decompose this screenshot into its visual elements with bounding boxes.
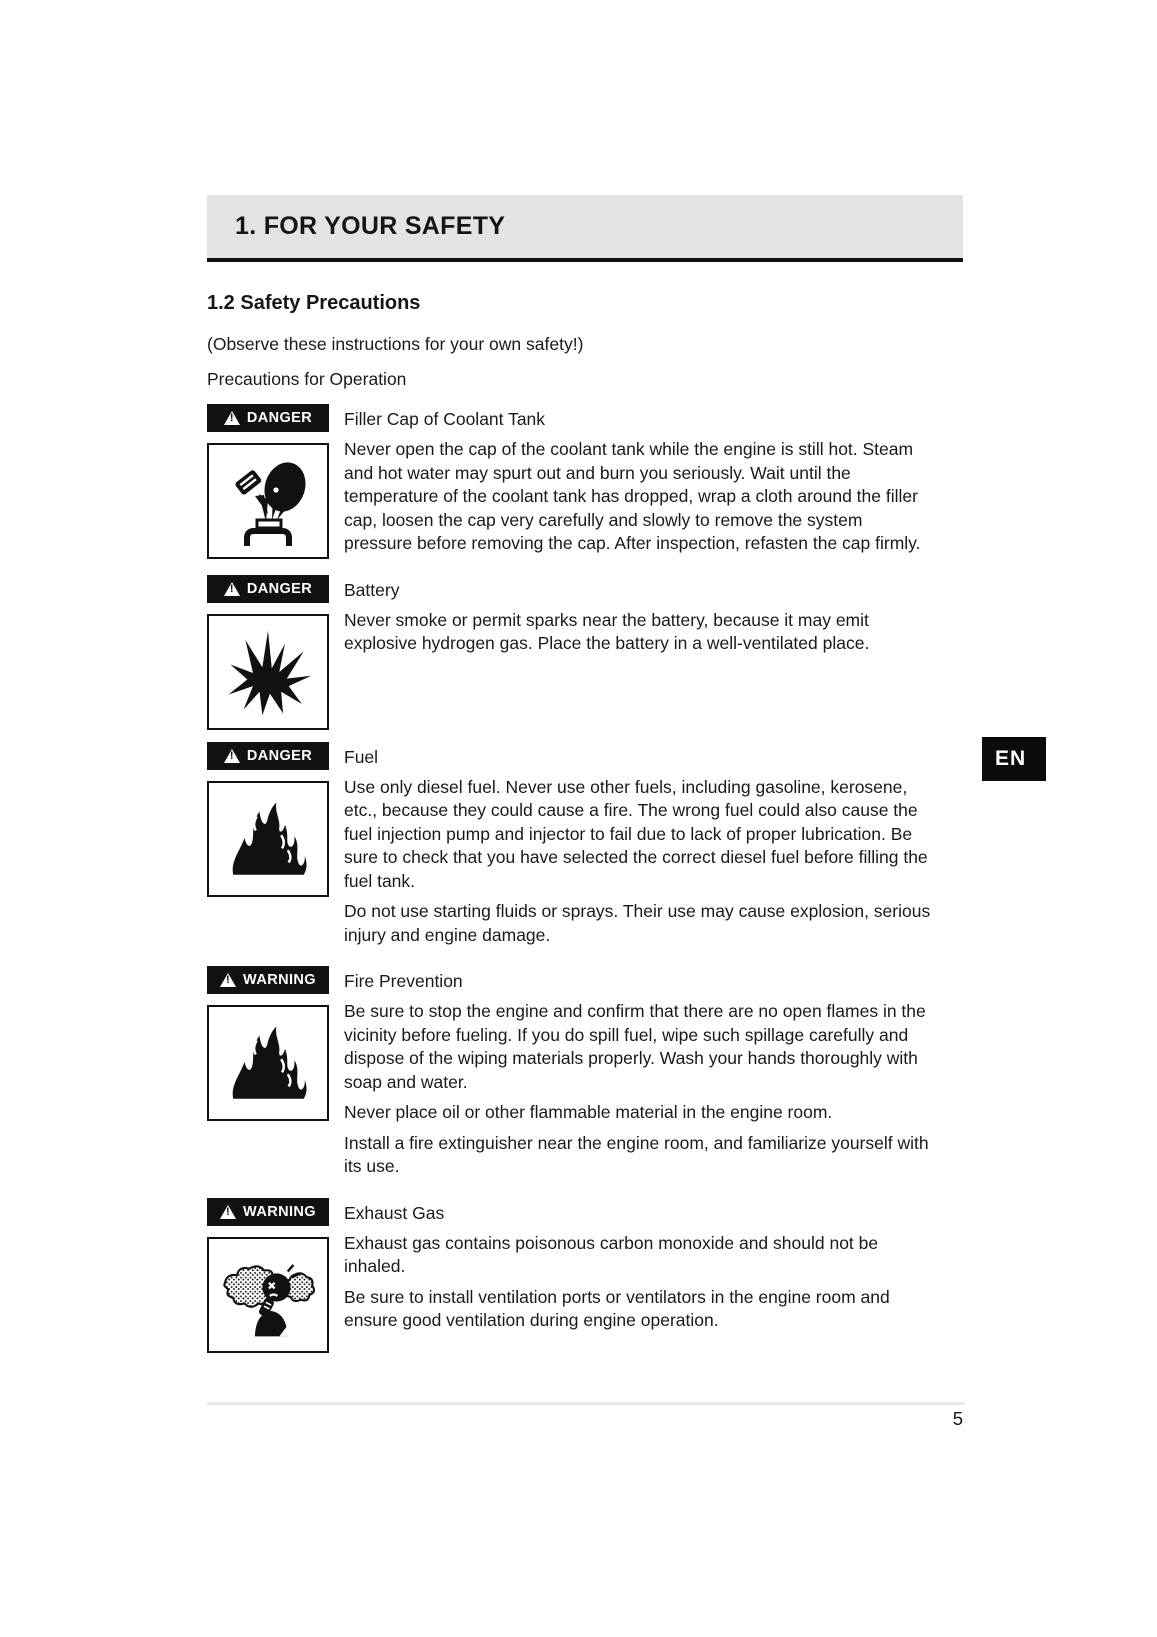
hazard-paragraph: Be sure to stop the engine and confirm that there are no open flames in the vicinity before fueling. If you do spill fuel, wipe such spillage carefully and dispose of the wiping materials properly. Wash your hands thoroughly with soap and water. (344, 1001, 926, 1092)
hazard-paragraph: Be sure to install ventilation ports or ventilators in the engine room and ensure good ventilation during engine operation. (344, 1286, 890, 1330)
hazard-title: Battery (344, 579, 400, 600)
hazard-title: Exhaust Gas (344, 1202, 445, 1223)
flame-icon (221, 792, 315, 886)
hazard-paragraph: Never place oil or other flammable material in the engine room. (344, 1102, 833, 1122)
steam-burn-icon (221, 454, 315, 548)
alert-badge-label: DANGER (246, 410, 313, 426)
pictogram-box (207, 781, 329, 897)
pictogram-box (207, 614, 329, 730)
chapter-title: 1. FOR YOUR SAFETY (235, 212, 506, 240)
section-title: 1.2 Safety Precautions (207, 292, 421, 314)
hazard-text-column (344, 966, 932, 1186)
flame-icon (221, 1016, 315, 1110)
hazard-text-column (344, 404, 932, 563)
page-number: 5 (952, 1408, 963, 1429)
hazard-section (207, 742, 963, 955)
hazard-text-column (344, 742, 932, 955)
hazard-text-column (344, 575, 932, 730)
hazard-text-column (344, 1198, 932, 1353)
hazard-left-column (207, 966, 344, 1186)
explosion-icon (221, 625, 315, 719)
hazard-left-column (207, 404, 344, 563)
hazard-title: Fire Prevention (344, 971, 463, 991)
footer-divider (207, 1402, 965, 1405)
hazard-paragraphs (344, 776, 932, 948)
hazard-left-column (207, 742, 344, 955)
warning-triangle-icon (224, 411, 240, 425)
hazard-left-column (207, 575, 344, 730)
hazard-paragraphs (344, 438, 932, 556)
hazard-section (207, 404, 963, 563)
alert-badge (207, 1198, 329, 1226)
alert-badge-label: WARNING (243, 1203, 316, 1220)
hazard-sections (207, 404, 963, 1353)
hazard-paragraphs (344, 1000, 932, 1179)
alert-badge-label: WARNING (243, 972, 316, 988)
hazard-paragraph: Never smoke or permit sparks near the battery, because it may emit explosive hydrogen gas. Place the battery in a well-ventilated place. (344, 609, 870, 653)
page-content (207, 195, 963, 1365)
chapter-header-band (207, 195, 963, 262)
warning-triangle-icon (224, 582, 240, 596)
pictogram-box (207, 1005, 329, 1121)
pictogram-box (207, 1237, 329, 1353)
hazard-paragraphs (344, 609, 932, 656)
hazard-left-column (207, 1198, 344, 1353)
hazard-paragraph: Exhaust gas contains poisonous carbon monoxide and should not be inhaled. (344, 1232, 879, 1276)
hazard-paragraphs (344, 1232, 932, 1333)
hazard-paragraph: Use only diesel fuel. Never use other fuels, including gasoline, kerosene, etc., because they could cause a fire. The wrong fuel could also cause the fuel injection pump and injector to fail due to lack of proper lubrication. Be sure to check that you have selected the correct diesel fuel before filling the fuel tank. (344, 776, 928, 891)
hazard-title: Fuel (344, 746, 379, 767)
alert-badge (207, 404, 329, 432)
hazard-paragraph: Never open the cap of the coolant tank while the engine is still hot. Steam and hot water may spurt out and burn you seriously. Wait until the temperature of the coolant tank has dropped, wrap a cloth around the filler cap, loosen the cap very carefully and slowly to remove the system pressure before removing the cap. After inspection, refasten the cap firmly. (344, 439, 921, 553)
hazard-section (207, 575, 963, 730)
warning-triangle-icon (224, 749, 240, 763)
hazard-section (207, 1198, 963, 1353)
intro-subheading: Precautions for Operation (207, 369, 407, 389)
warning-triangle-icon (220, 973, 236, 987)
alert-badge-label: DANGER (246, 580, 313, 597)
hazard-section (207, 966, 963, 1186)
exhaust-smoke-icon (221, 1248, 315, 1342)
alert-badge (207, 575, 329, 603)
language-tab: EN (982, 737, 1046, 781)
alert-badge (207, 742, 329, 770)
hazard-title: Filler Cap of Coolant Tank (344, 409, 546, 429)
warning-triangle-icon (220, 1205, 236, 1219)
alert-badge (207, 966, 329, 994)
intro-note: (Observe these instructions for your own safety!) (207, 334, 584, 354)
hazard-paragraph: Install a fire extinguisher near the engine room, and familiarize yourself with its use. (344, 1132, 929, 1176)
alert-badge-label: DANGER (246, 747, 313, 764)
pictogram-box (207, 443, 329, 559)
hazard-paragraph: Do not use starting fluids or sprays. Their use may cause explosion, serious injury and engine damage. (344, 901, 931, 945)
